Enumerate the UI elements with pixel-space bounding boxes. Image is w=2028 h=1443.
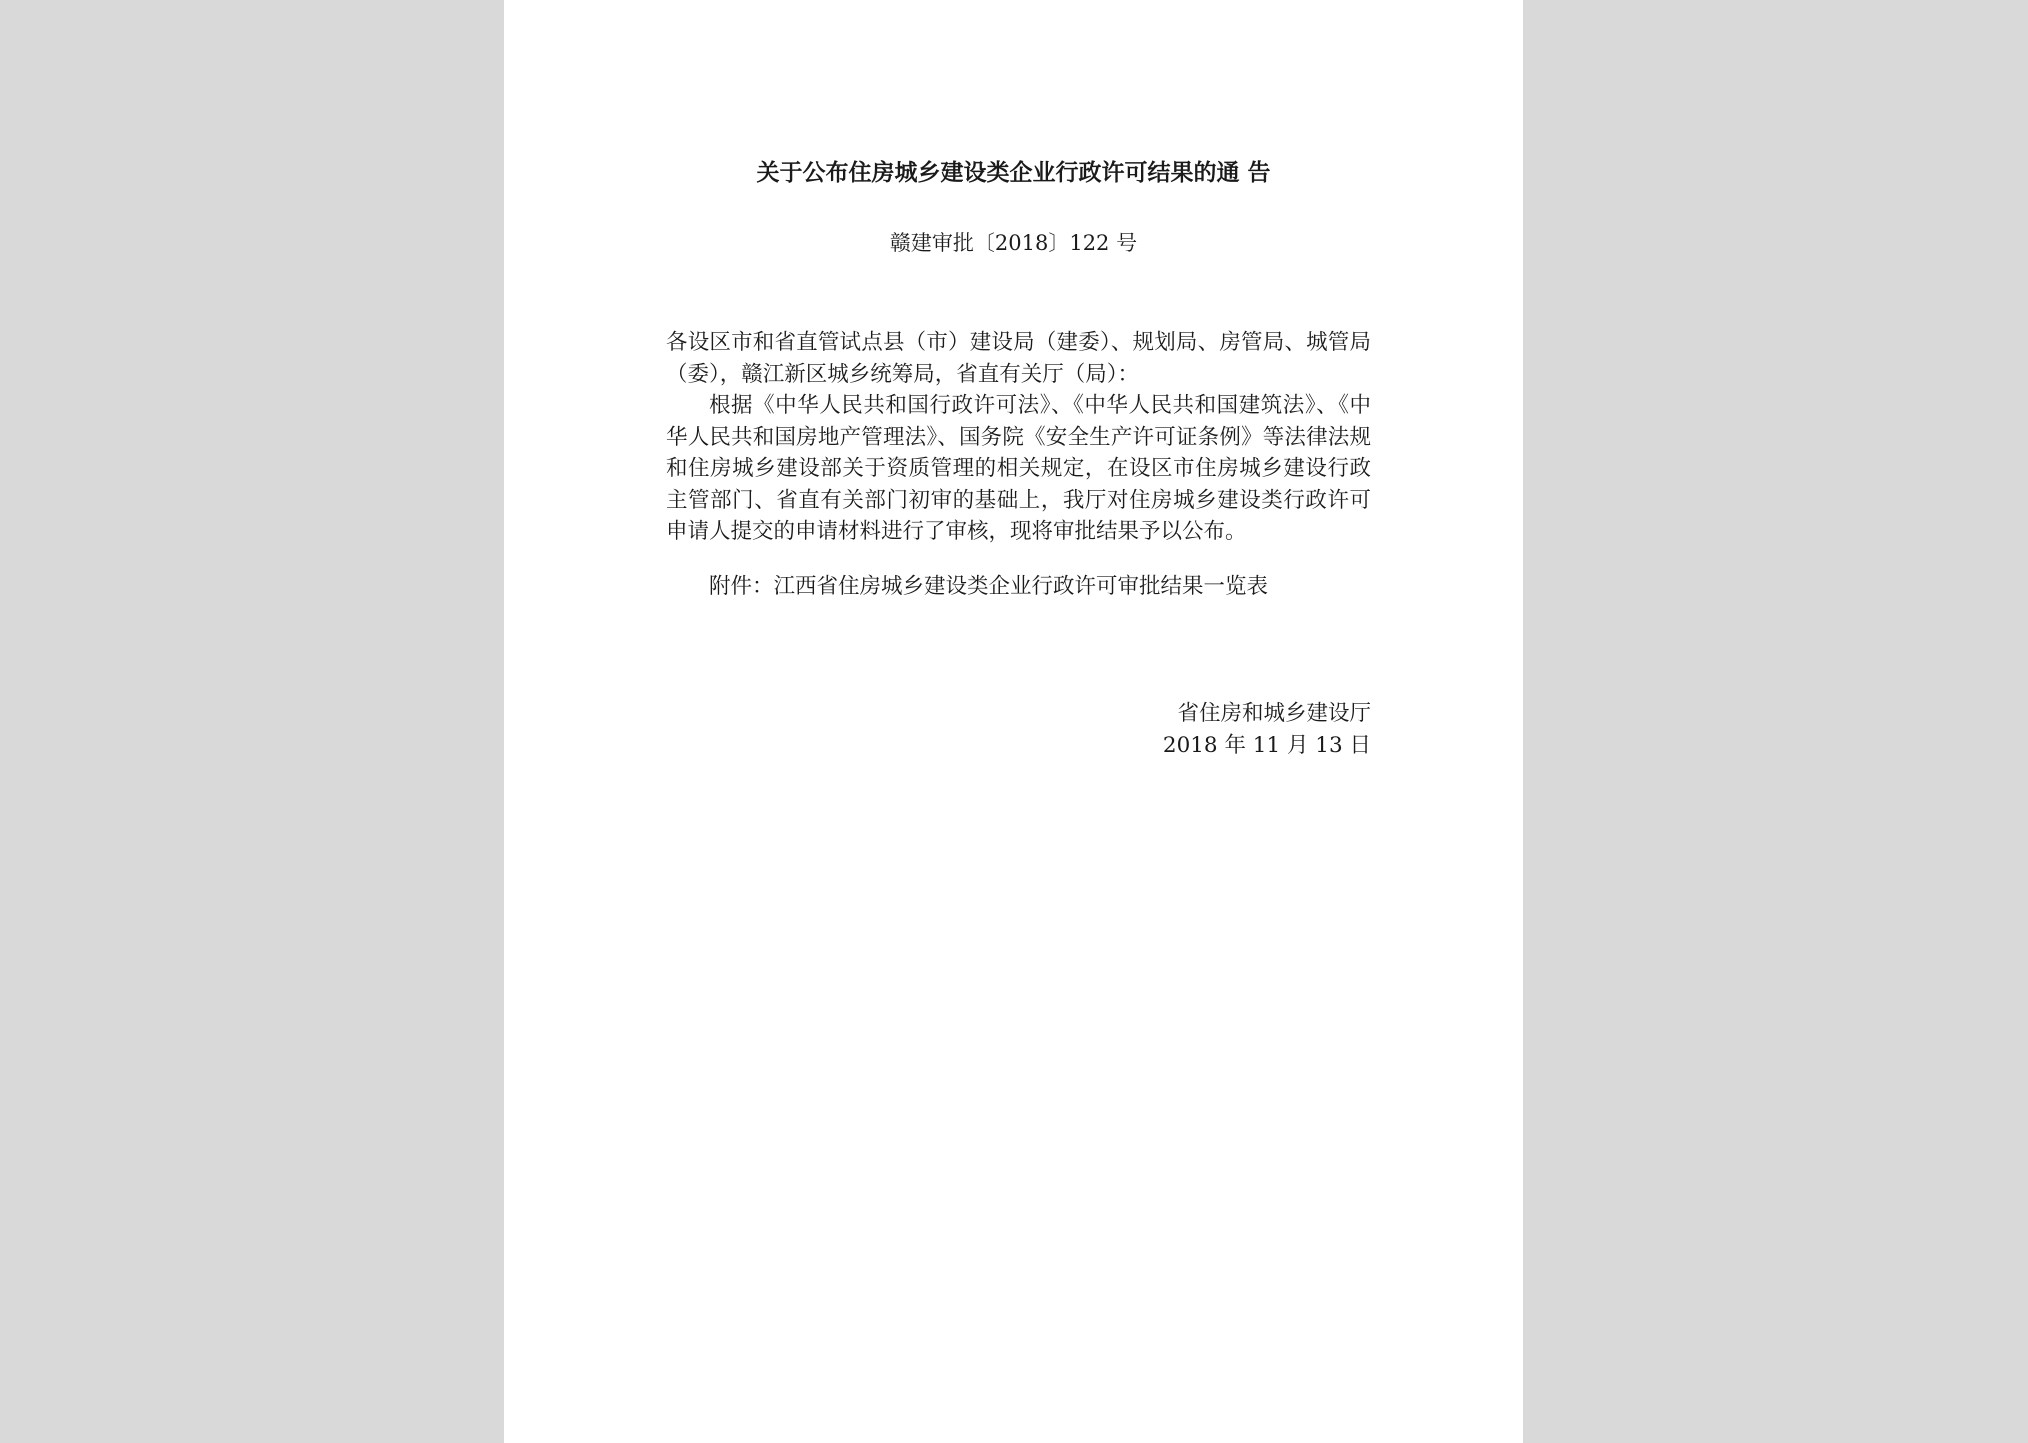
document-body: [666, 327, 1371, 602]
signature-block: [1163, 698, 1371, 762]
issue-date: 2018 年 11 月 13 日: [1162, 733, 1371, 758]
body-paragraph: 根据《中华人民共和国行政许可法》、《中华人民共和国建筑法》、《中华人民共和国房地产管理法》、国务院《安全生产许可证条例》等法律法规和住房城乡建设部关于资质管理的相关规定，在设区市住房城乡建设行政主管部门、省直有关部门初审的基础上，我厅对住房城乡建设类行政许可申请人提交的申请材料进行了审核，现将审批结果予以公布。: [666, 393, 1371, 544]
document-number: 赣建审批〔2018〕122 号: [889, 231, 1138, 255]
document-title: 关于公布住房城乡建设类企业行政许可结果的通 告: [756, 160, 1271, 186]
salutation: 各设区市和省直管试点县（市）建设局（建委）、规划局、房管局、城管局（委），赣江新区城乡统筹局，省直有关厅（局）：: [666, 330, 1371, 387]
issuer-name: 省住房和城乡建设厅: [1177, 701, 1371, 726]
document-page: [504, 0, 1523, 1443]
attachment-line: 附件：江西省住房城乡建设类企业行政许可审批结果一览表: [709, 573, 1269, 599]
